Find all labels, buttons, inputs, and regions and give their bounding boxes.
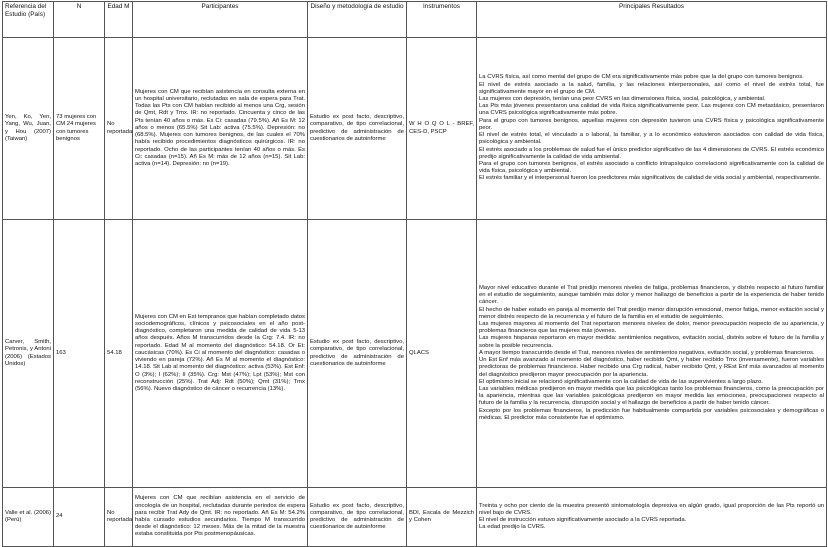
study-design: Estudio ex post facto, descriptivo, comparativo, de tipo correlacional, predictivo de administración de cuestionarios de autoinforme [308, 488, 407, 547]
study-n: 73 mujeres con CM 24 mujeres con tumores benignos [54, 38, 105, 220]
header-instruments: Instrumentos [407, 2, 477, 38]
result-item: Las mujeres mayores al momento del Trat reportaron menores niveles de dolor, menor preocupación respecto de su apariencia, y problemas financieros que las mujeres más jóvenes. [479, 321, 824, 335]
result-item: La edad predijo la CVRS. [479, 524, 546, 531]
study-results [477, 220, 827, 488]
result-item: Mayor nivel educativo durante el Trat predijo menores niveles de fatiga, problemas financieros, y distrés respecto al futuro familiar en el estudio de seguimiento, aunque también más dolor y menor hallazgo de beneficios a partir de la experiencia de haber tenido cáncer. [479, 285, 824, 306]
result-item: El estrés familiar y el interpersonal fueron los predictores más significativos de calidad de vida social y ambiental, respectivamente. [479, 175, 821, 182]
result-item: El optimismo inicial se relacionó significativamente con la calidad de vida de las supervivientes a largo plazo. [479, 378, 763, 385]
header-row [3, 2, 827, 38]
study-participants: Mujeres con CM que recibían asistencia en consulta externa en un hospital universitario, reclutadas en sala de espera para Trat. Todas las Pts con CM habían recibido al menos una Crg, sesión de Qmt, Rdt y Tmx. IR: no reportado. Cincuenta y cinco de las Pts tenían 40 años o más. Es Ci: casadas (79.5%). Añ Es M: 12 años o menos (65.5%) Sit Lab: activa (75.5%). Depresión: no (68.5%). Mujeres con tumores benignos, de las cuales el 70% había recibido procedimientos diagnósticos quirúrgicos. IR: no reportado. Ocho de las participantes tenían 40 años o más. Es Ci: casadas (n=15). Añ Es M: más de 12 años (n=15). Sit Lab: activa (n=14). Depresión: no (n=19). [133, 38, 308, 220]
study-results [477, 488, 827, 547]
table-row [3, 220, 827, 488]
study-instruments: BDI, Escala de Mezzich y Cohen [407, 488, 477, 547]
study-age: No reportada [105, 38, 133, 220]
result-item: Un Est Enf más avanzado al momento del diagnóstico, haber recibido Qmt, y haber recibido Tmx (inversamente), fueron variables predictoras de problemas financieros. Haber recibido una Crg radical, haber recibido Qmt, y REst Enf más avanzados al momento del diagnóstico predijeron mayor preocupación por la apariencia. [479, 357, 824, 378]
study-instruments: QLACS [407, 220, 477, 488]
result-item: Excepto por los problemas financieros, la predicción fue habitualmente compartida por variables psicosociales y demográficas o médicas. El predictor más consistente fue el optimismo. [479, 407, 824, 421]
study-ref: Carver, Smith, Petronis, y Antoni (2006) (Estados Unidos) [3, 220, 54, 488]
result-item: Para el grupo con tumores benignos, el estrés asociado a conflicto intrapsíquico correlacionó significativamente con la calidad de vida física, psicológica y ambiental. [479, 160, 824, 175]
studies-table [2, 1, 827, 547]
header-design: Diseño y metodología de estudio [308, 2, 407, 38]
result-item: Las Pts más jóvenes presentaron una calidad de vida física significativamente peor. Las mujeres con CM metastásico, presentaron una CVRS psicológica significativamente más pobre. [479, 103, 824, 117]
result-item: El estrés asociado a los problemas de salud fue el único predictor significativo de las 4 dimensiones de CVRS. El estrés económico predijo significativamente la calidad de vida ambiental. [479, 146, 824, 160]
header-age: Edad M [105, 2, 133, 38]
result-item: El nivel de instrucción estuvo significativamente asociado a la CVRS reportada. [479, 517, 687, 523]
result-item: Para el grupo con tumores benignos, aquellas mujeres con depresión tuvieron una CVRS física y psicológica significativamente peor. [479, 117, 824, 131]
study-participants: Mujeres con CM que recibían asistencia en el servicio de oncología de un hospital, reclutadas durante periodos de espera para recibir Trat Ady de Qmt. IR: no reportado. Añ Es M: 54.2% había cursado estudios secundarios. Tiempo M transcurrido desde el diagnóstico: 12 meses. Más de la mitad de la muestra estaba constituida por Pts postmenopáusicas. [133, 488, 308, 547]
study-age: 54.18 [105, 220, 133, 488]
study-instruments: W H O Q O L - BREF, CES-D, PSCP [407, 38, 477, 220]
result-item: Las mujeres con depresión, tenían una peor CVRS en las dimensiones física, social, psicológica, y ambiental. [479, 96, 766, 103]
study-ref: Valle et al. (2006) (Perú) [3, 488, 54, 547]
study-design: Estudio ex post facto, descriptivo, comparativo, de tipo correlacional, predictivo de administración de cuestionarios de autoinforme [308, 220, 407, 488]
study-participants: Mujeres con CM en Est tempranos que habían completado datos sociodemográficos, clínicos y psicosociales en el año post-diagnóstico, completaron una medida de calidad de vida 5-13 años después. Años M transcurridos desde la Crg: 7.4. IR: no reportado. Edad M al momento del diagnóstico: 54.18. Or Et: caucásicas (70%). Es Ci al momento del diagnóstico: casadas o viviendo en pareja (72%). Añ Es M al momento el diagnóstico: 14.18. Sit Lab al momento del diagnóstico: activa (53%). Est Enf: O (3%); I (62%); II (35%). Crg: Mst (47%); Lpt (53%); Mst con reconstrucción (25%). Trat Adj: Rdt (50%); Qmt (31%); Tmx (56%). Nuevo diagnóstico de cáncer o recurrencia (13%). [133, 220, 308, 488]
study-ref: Yen, Ko, Yen, Yang, Wu, Juan, y Hou (2007) (Taiwan) [3, 38, 54, 220]
study-n: 24 [54, 488, 105, 547]
result-item: El hecho de haber estado en pareja al momento del Trat predijo menor disrupción emocional, menor fatiga, menor evitación social y menor distrés respecto de la recurrencia y el futuro de la familia en el estudio de seguimiento. [479, 306, 824, 320]
header-participants: Participantes [133, 2, 308, 38]
result-item: A mayor tiempo transcurrido desde el Trat, menores niveles de sentimientos negativos, evitación social, y problemas financieros. [479, 349, 815, 356]
study-design: Estudio ex post facto, descriptivo, comparativo, de tipo correlacional, predictivo de administración de cuestionarios de autoinforme [308, 38, 407, 220]
result-item: El nivel de estrés asociado a la salud, familia, y las relaciones interpersonales, así como el nivel de estrés total, fue significativamente mayor en el grupo de CM. [479, 81, 824, 95]
header-ref: Referencia del Estudio (País) [3, 2, 54, 38]
header-n: N [54, 2, 105, 38]
result-item: Treinta y ocho por ciento de la muestra presentó sintomatología depresiva en algún grado, igual proporción de las Pts reportó un nivel bajo de CVRS. [479, 502, 824, 516]
study-n: 163 [54, 220, 105, 488]
study-results [477, 38, 827, 220]
study-age: No reportada [105, 488, 133, 547]
result-item: Las variables médicas predijeron en mayor medida que las psicológicas tanto los problemas financieros, como la preocupación por la apariencia, mientras que las variables psicológicas predijeron en mayor medida las emociones, preocupaciones respecto al futuro de la familia y la recurrencia, disrupción social y el hallazgo de beneficios a partir de haber tenido cáncer. [479, 385, 824, 407]
result-item: Las mujeres hispanas reportaron en mayor medida: sentimientos negativos, evitación social, distrés sobre el futuro de la familia y sobre la posible recurrencia. [479, 335, 824, 349]
table-row [3, 488, 827, 547]
table-row [3, 38, 827, 220]
header-results: Principales Resultados [477, 2, 827, 38]
result-item: La CVRS física, así como mental del grupo de CM era significativamente más pobre que la del grupo con tumores benignos. [479, 74, 804, 81]
result-item: El nivel de estrés total, el vinculado a o laboral, la familiar, y a lo económico estuvieron asociados con calidad de vida física, psicológica y ambiental. [479, 132, 824, 146]
